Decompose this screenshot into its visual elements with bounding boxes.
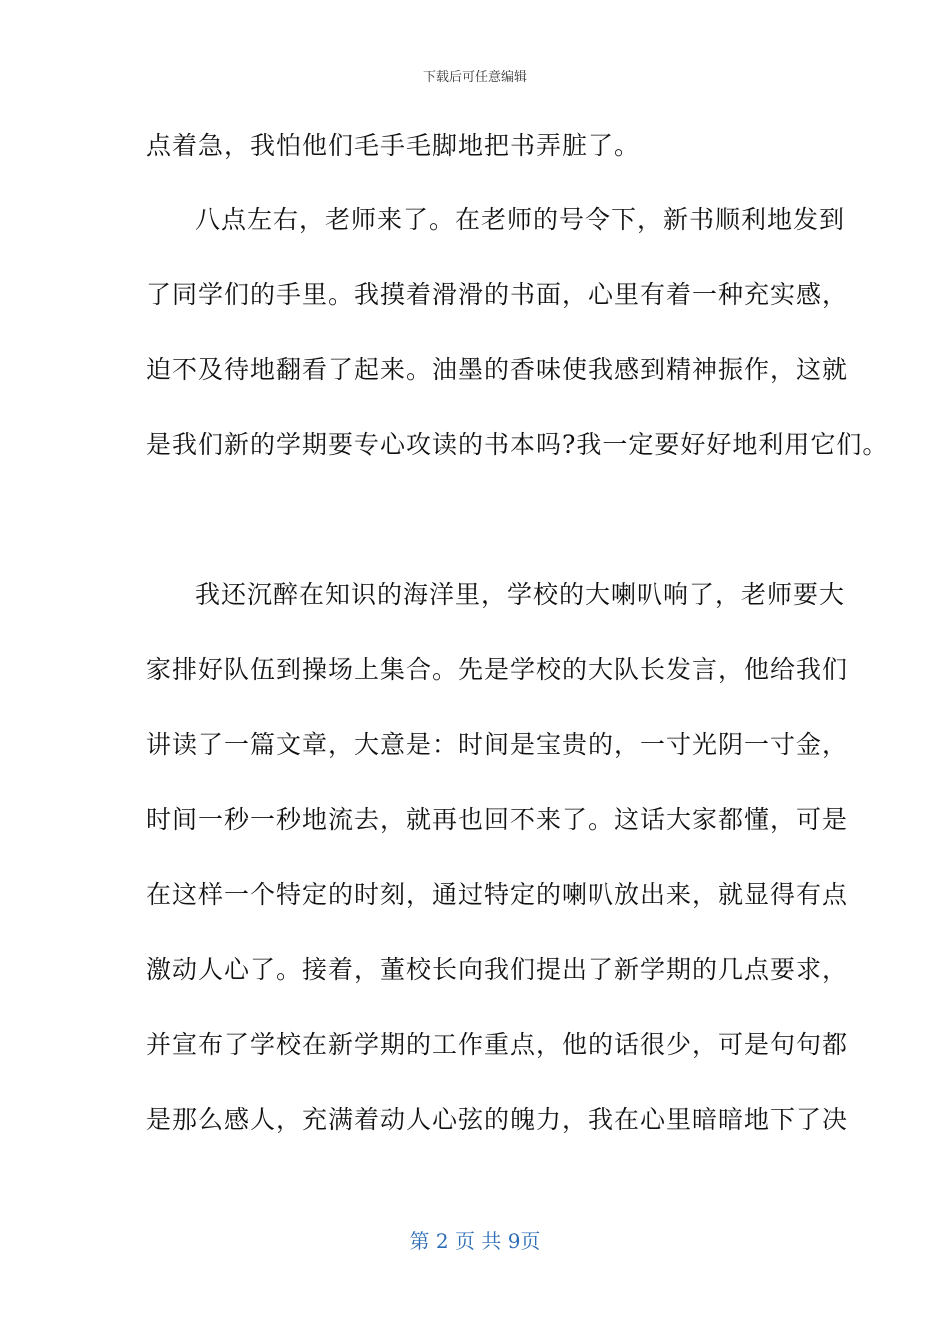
body-line-2: 八点左右，老师来了。在老师的号令下，新书顺利地发到	[195, 205, 846, 234]
body-line-8: 讲读了一篇文章，大意是：时间是宝贵的，一寸光阴一寸金，	[146, 730, 849, 759]
body-line-5: 是我们新的学期要专心攻读的书本吗?我一定要好好地利用它们。	[146, 430, 889, 459]
page-footer: 第 2 页 共 9页	[409, 1229, 541, 1253]
body-line-3: 了同学们的手里。我摸着滑滑的书面，心里有着一种充实感，	[146, 280, 849, 309]
body-line-10: 在这样一个特定的时刻，通过特定的喇叭放出来，就显得有点	[146, 880, 849, 909]
body-line-6: 我还沉醉在知识的海洋里，学校的大喇叭响了，老师要大	[195, 580, 846, 609]
body-line-7: 家排好队伍到操场上集合。先是学校的大队长发言，他给我们	[146, 655, 849, 684]
page-header: 下载后可任意编辑	[422, 70, 527, 85]
body-line-4: 迫不及待地翻看了起来。油墨的香味使我感到精神振作，这就	[146, 355, 849, 384]
body-line-13: 是那么感人，充满着动人心弦的魄力，我在心里暗暗地下了决	[146, 1105, 849, 1134]
body-line-1: 点着急，我怕他们毛手毛脚地把书弄脏了。	[146, 131, 641, 160]
body-line-9: 时间一秒一秒地流去，就再也回不来了。这话大家都懂，可是	[146, 805, 849, 834]
body-line-12: 并宣布了学校在新学期的工作重点，他的话很少，可是句句都	[146, 1030, 849, 1059]
body-line-11: 激动人心了。接着，董校长向我们提出了新学期的几点要求，	[146, 955, 849, 984]
